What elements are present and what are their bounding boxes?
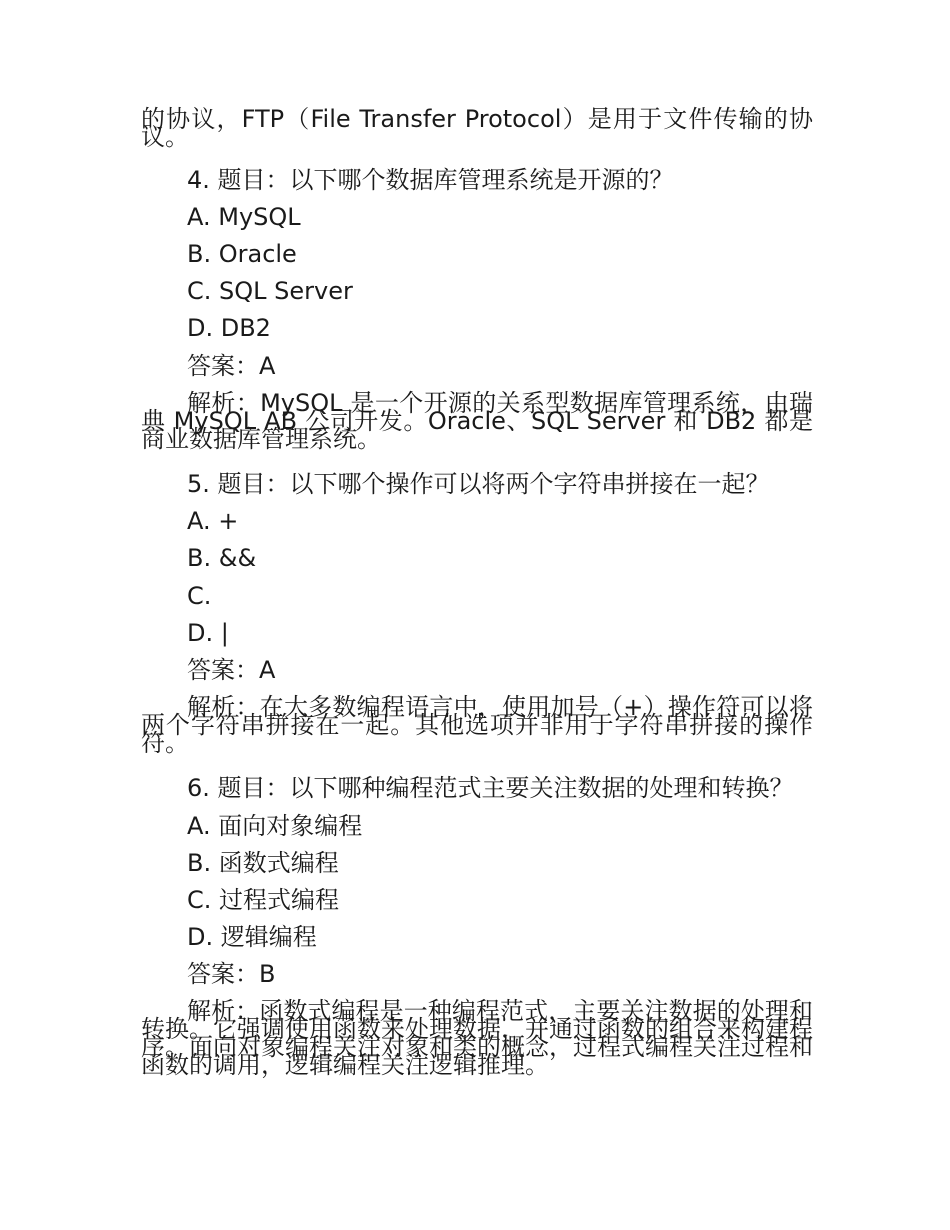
question-4-title: 4. 题目：以下哪个数据库管理系统是开源的？ [187,166,674,194]
question-5-answer: 答案：A [187,656,276,684]
question-6-title: 6. 题目：以下哪种编程范式主要关注数据的处理和转换？ [187,774,794,802]
question-4-option-c: C. SQL Server [187,277,353,305]
question-6-option-a: A. 面向对象编程 [187,812,363,840]
question-4-option-d: D. DB2 [187,314,271,342]
question-6-option-d: D. 逻辑编程 [187,923,317,951]
question-5-option-d: D. | [187,619,229,647]
question-6-option-c: C. 过程式编程 [187,886,340,914]
question-6-explanation: 解析：函数式编程是一种编程范式，主要关注数据的处理和转换。它强调使用函数来处理数据，并通过函数的组合来构建程序。面向对象编程关注对象和类的概念，过程式编程关注过程和函数的调用，逻辑编程关注逻辑推理。 [141,997,813,1079]
question-6-answer: 答案：B [187,960,276,988]
question-6-option-b: B. 函数式编程 [187,849,339,877]
question-4-option-b: B. Oracle [187,240,297,268]
question-4-option-a: A. MySQL [187,203,301,231]
intro-tail-paragraph: 的协议，FTP（File Transfer Protocol）是用于文件传输的协议。 [141,105,813,151]
question-5-option-c: C. [187,582,212,610]
question-5-option-a: A. + [187,507,239,535]
question-5-title: 5. 题目：以下哪个操作可以将两个字符串拼接在一起？ [187,470,770,498]
question-5-explanation: 解析：在大多数编程语言中，使用加号（+）操作符可以将两个字符串拼接在一起。其他选项并非用于字符串拼接的操作符。 [141,693,813,757]
question-4-answer: 答案：A [187,352,276,380]
question-5-option-b: B. && [187,544,257,572]
question-4-explanation: 解析：MySQL 是一个开源的关系型数据库管理系统，由瑞典 MySQL AB 公司开发。Oracle、SQL Server 和 DB2 都是商业数据库管理系统。 [141,389,813,453]
